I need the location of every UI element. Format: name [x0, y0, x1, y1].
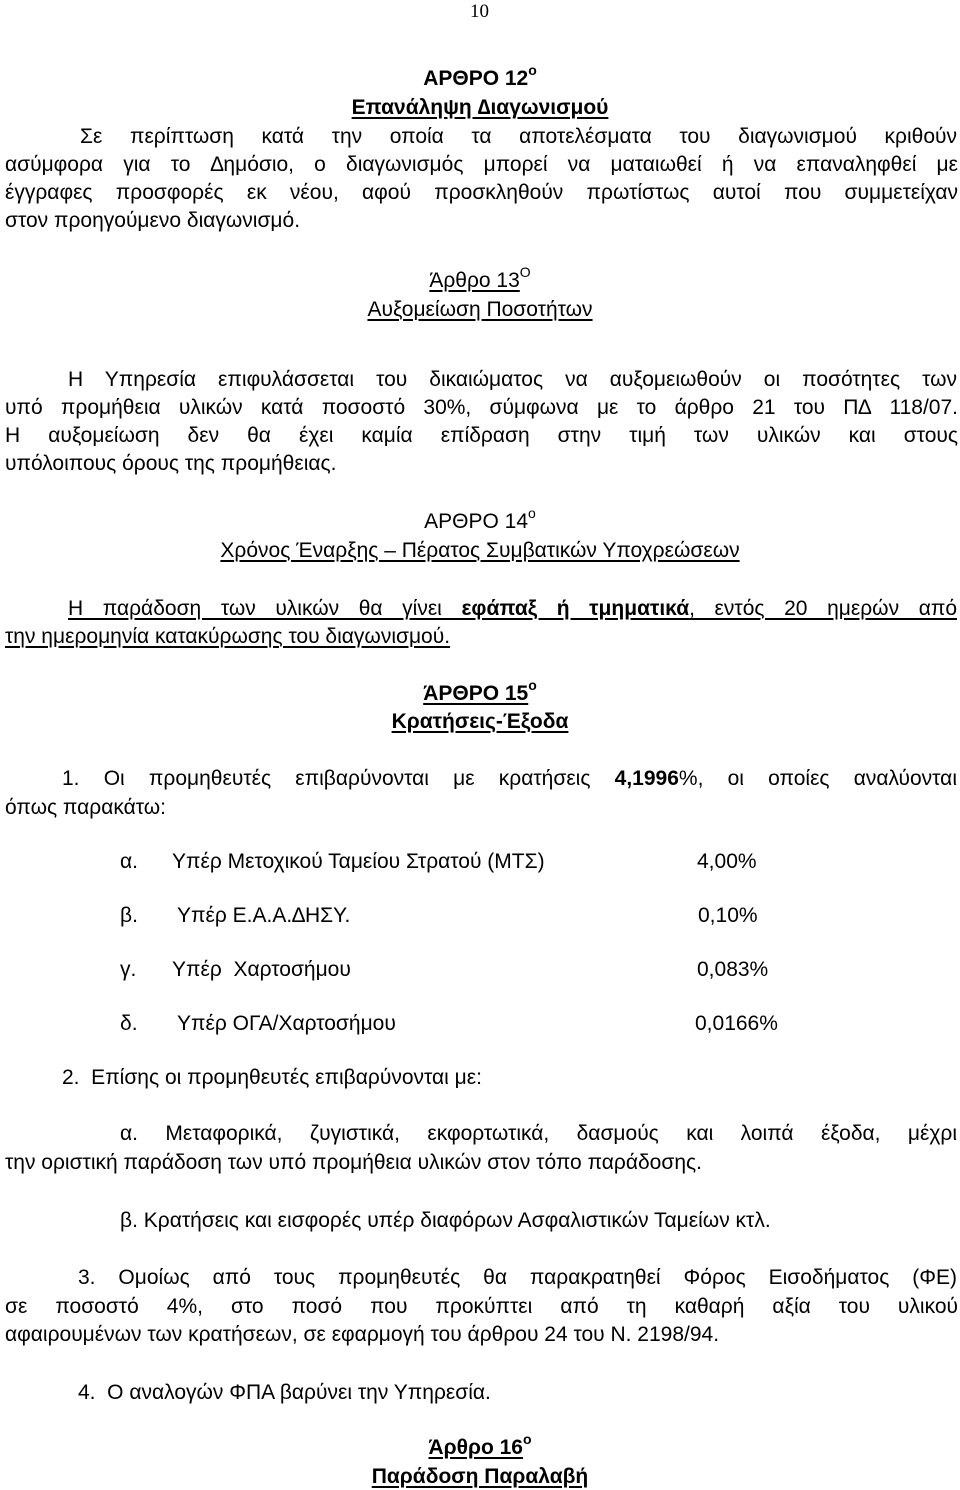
article-16-heading: Άρθρο $16^o$: [428, 1431, 532, 1459]
deduction-value: 0,083%: [697, 958, 769, 981]
article-15-para-2a-line-1: α. Μεταφορικά, ζυγιστικά, εκφορτωτικά, δασμούς και λοιπά έξοδα, μέχρι: [120, 1122, 957, 1145]
article-14-subtitle: Χρόνος Έναρξης – Πέρατος Συμβατικών Υποχρεώσεων: [220, 539, 740, 562]
article-13-line-1: Η Υπηρεσία επιφυλάσσεται του δικαιώματος να αυξομειωθούν οι ποσότητες των: [68, 368, 957, 391]
article-15-para-1: 1. Οι προμηθευτές επιβαρύνονται με κρατήσεις 4,1996%, οι οποίες αναλύονται: [62, 767, 957, 790]
deduction-value: 0,10%: [698, 904, 758, 927]
article-15-para-4: 4. Ο αναλογών ΦΠΑ βαρύνει την Υπηρεσία.: [78, 1381, 491, 1404]
article-15-para-2: 2. Επίσης οι προμηθευτές επιβαρύνονται με:: [62, 1066, 482, 1089]
deduction-label: Υπέρ ΟΓΑ/Χαρτοσήμου: [177, 1012, 396, 1035]
article-15-para-3-line-1: 3. Ομοίως από τους προμηθευτές θα παρακρατηθεί Φόρος Εισοδήματος (ΦΕ): [78, 1266, 957, 1289]
deduction-value: 4,00%: [697, 850, 757, 873]
article-13-line-4: υπόλοιπους όρους της προμήθειας.: [5, 452, 337, 475]
article-15-para-1-line-2: όπως παρακάτω:: [5, 796, 166, 819]
article-16-subtitle: Παράδοση Παραλαβή: [371, 1465, 589, 1488]
article-15-para-3-line-3: αφαιρουμένων των κρατήσεων, σε εφαρμογή του άρθρου 24 του Ν. 2198/94.: [5, 1323, 720, 1346]
article-15-subtitle: Κρατήσεις-Έξοδα: [391, 710, 569, 733]
deduction-label: Υπέρ Μετοχικού Ταμείου Στρατού (ΜΤΣ): [172, 850, 545, 873]
article-13-line-3: Η αυξομείωση δεν θα έχει καμία επίδραση στην τιμή των υλικών και στους: [5, 424, 958, 447]
article-13-line-2: υπό προμήθεια υλικών κατά ποσοστό 30%, σύμφωνα με το άρθρο 21 του Π∆ 118/07.: [5, 396, 958, 419]
article-14-line-1: Η παράδοση των υλικών θα γίνει εφάπαξ ή τμηματικά, εντός 20 ημερών από: [68, 597, 957, 620]
article-12-line-2: ασύμφορα για το ∆ημόσιο, ο διαγωνισμός μπορεί να ματαιωθεί ή να επαναληφθεί με: [5, 153, 958, 176]
deduction-letter: δ.: [120, 1012, 138, 1035]
deduction-letter: γ.: [120, 958, 137, 981]
deduction-label: Υπέρ Χαρτοσήμου: [172, 958, 351, 981]
article-15-para-3-line-2: σε ποσοστό 4%, στο ποσό που προκύπτει από τη καθαρή αξία του υλικού: [5, 1295, 958, 1318]
article-12-heading: ΑΡΘΡΟ $12^o$: [423, 62, 537, 90]
deduction-value: 0,0166%: [695, 1012, 778, 1035]
article-15-para-2b: β. Κρατήσεις και εισφορές υπέρ διαφόρων Ασφαλιστικών Ταμείων κτλ.: [120, 1209, 771, 1232]
article-14-line-2: την ημερομηνία κατακύρωσης του διαγωνισμού.: [5, 625, 451, 648]
article-12-line-4: στον προηγούμενο διαγωνισμό.: [5, 209, 301, 232]
article-13-heading: Άρθρο $13^O$: [429, 264, 531, 292]
page-number: 10: [470, 1, 489, 22]
deduction-label: Υπέρ Ε.Α.Α.∆ΗΣΥ.: [177, 904, 351, 927]
article-13-subtitle: Αυξομείωση Ποσοτήτων: [367, 298, 593, 321]
deduction-letter: β.: [120, 904, 138, 927]
article-15-para-2a-line-2: την οριστική παράδοση των υπό προμήθεια υλικών στον τόπο παράδοσης.: [5, 1151, 702, 1174]
article-12-line-3: έγγραφες προσφορές εκ νέου, αφού προσκληθούν πρωτίστως αυτοί που συμμετείχαν: [5, 181, 958, 204]
article-14-heading: ΑΡΘΡΟ $14^o$: [424, 505, 536, 533]
article-15-heading: ΆΡΘΡΟ $15^o$: [423, 677, 537, 705]
article-12-line-1: Σε περίπτωση κατά την οποία τα αποτελέσματα του διαγωνισμού κριθούν: [80, 125, 957, 148]
article-12-subtitle: Επανάληψη ∆ιαγωνισμού: [351, 96, 609, 119]
deduction-letter: α.: [120, 850, 138, 873]
